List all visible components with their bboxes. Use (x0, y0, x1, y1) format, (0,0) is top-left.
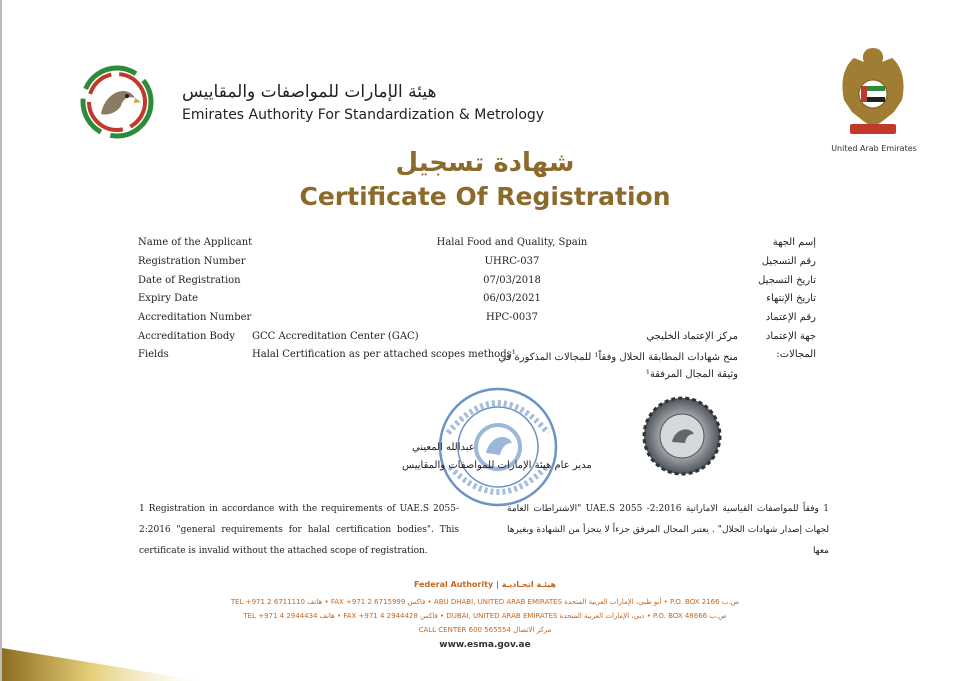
registration-number-value: UHRC-037 (484, 256, 540, 267)
org-name-arabic: هيئة الإمارات للمواصفات والمقاييس (182, 82, 437, 102)
applicant-value: Halal Food and Quality, Spain (436, 237, 588, 248)
accreditation-body-value: GCC Accreditation Center (GAC) (252, 331, 419, 342)
uae-falcon-emblem-icon (834, 42, 912, 140)
federal-authority-label: Federal Authority | هيئـة اتحـاديـة (413, 580, 557, 589)
accreditation-number-label-ar: رقم الإعتماد (765, 312, 816, 323)
accreditation-number-value: HPC-0037 (486, 312, 538, 323)
title-english: Certificate Of Registration (299, 182, 671, 211)
fields-row (2, 349, 966, 380)
applicant-row (2, 237, 966, 255)
signatory-title: مدير عام هيئة الإمارات للمواصفات والمقاييس (402, 460, 592, 471)
gold-swoosh-decoration (2, 640, 202, 681)
registration-number-label-ar: رقم التسجيل (761, 256, 816, 267)
hologram-seal-icon (642, 396, 722, 476)
esma-logo-icon (77, 62, 157, 142)
accreditation-number-row (2, 312, 966, 330)
registration-number-row (2, 256, 966, 274)
accreditation-number-label: Accreditation Number (138, 312, 252, 323)
footnote-english: 1 Registration in accordance with the requirements of UAE.S 2055- 2:2016 "general requirements for halal certification bodies". This certificate is invalid without the attached scope of registration. (139, 504, 459, 556)
expiry-date-row (2, 293, 966, 311)
fields-label: Fields (138, 349, 169, 360)
accreditation-body-row (2, 331, 966, 349)
accreditation-body-label-ar: جهة الإعتماد (765, 331, 816, 342)
uae-country-label: United Arab Emirates (831, 144, 917, 153)
fields-label-ar: المجالات: (776, 349, 816, 360)
registration-number-label: Registration Number (138, 256, 246, 267)
org-name-english: Emirates Authority For Standardization & Metrology (182, 107, 545, 123)
registration-date-label-ar: تاريخ التسجيل (758, 275, 816, 286)
expiry-date-value: 06/03/2021 (483, 293, 541, 304)
fields-value-ar: منح شهادات المطابقة الحلال وفقاً¹ للمجالات المذكورة في وثيقة المجال المرفقة¹ (498, 352, 738, 380)
registration-date-row (2, 275, 966, 293)
accreditation-body-value-ar: مركز الإعتماد الخليجي (646, 331, 738, 342)
signatory-name: عبدالله المعيني (412, 442, 475, 453)
expiry-date-label: Expiry Date (138, 293, 199, 304)
footnote-arabic: 1 وفقاً للمواصفات القياسية الاماراتية 2016:UAE.S 2055 -2 "الاشتراطات العامة لجهات إصدار شهادات الحلال" . يعتبر المجال المرفق جزءاً لا يتجزأ من الشهادة وبغيرها معها (507, 504, 829, 556)
fields-value: Halal Certification as per attached scopes methods¹ (252, 349, 516, 360)
website-link[interactable]: www.esma.gov.ae (439, 640, 531, 650)
applicant-label: Name of the Applicant (138, 237, 253, 248)
expiry-date-label-ar: تاريخ الإنتهاء (766, 293, 816, 304)
contact-dubai: TEL +971 4 2944434 هاتف • FAX +971 4 2944428 فاكس • DUBAI, UNITED ARAB EMIRATES دبي، الإمارات العربية المتحدة • P.O. BOX 48666 ص.ب (243, 612, 727, 620)
accreditation-body-label: Accreditation Body (138, 331, 235, 342)
registration-date-label: Date of Registration (138, 275, 241, 286)
applicant-label-ar: إسم الجهة (772, 237, 816, 248)
call-center: CALL CENTER 600 565554 مركز الاتصال (418, 626, 552, 634)
contact-abu-dhabi: TEL +971 2 6711110 هاتف • FAX +971 2 6715999 فاكس • ABU DHABI, UNITED ARAB EMIRATES أبو ظبي، الإمارات العربية المتحدة • P.O. BOX 2166 ص.ب (230, 598, 740, 606)
title-arabic: شهادة تسجيل (395, 148, 575, 178)
registration-date-value: 07/03/2018 (483, 275, 541, 286)
